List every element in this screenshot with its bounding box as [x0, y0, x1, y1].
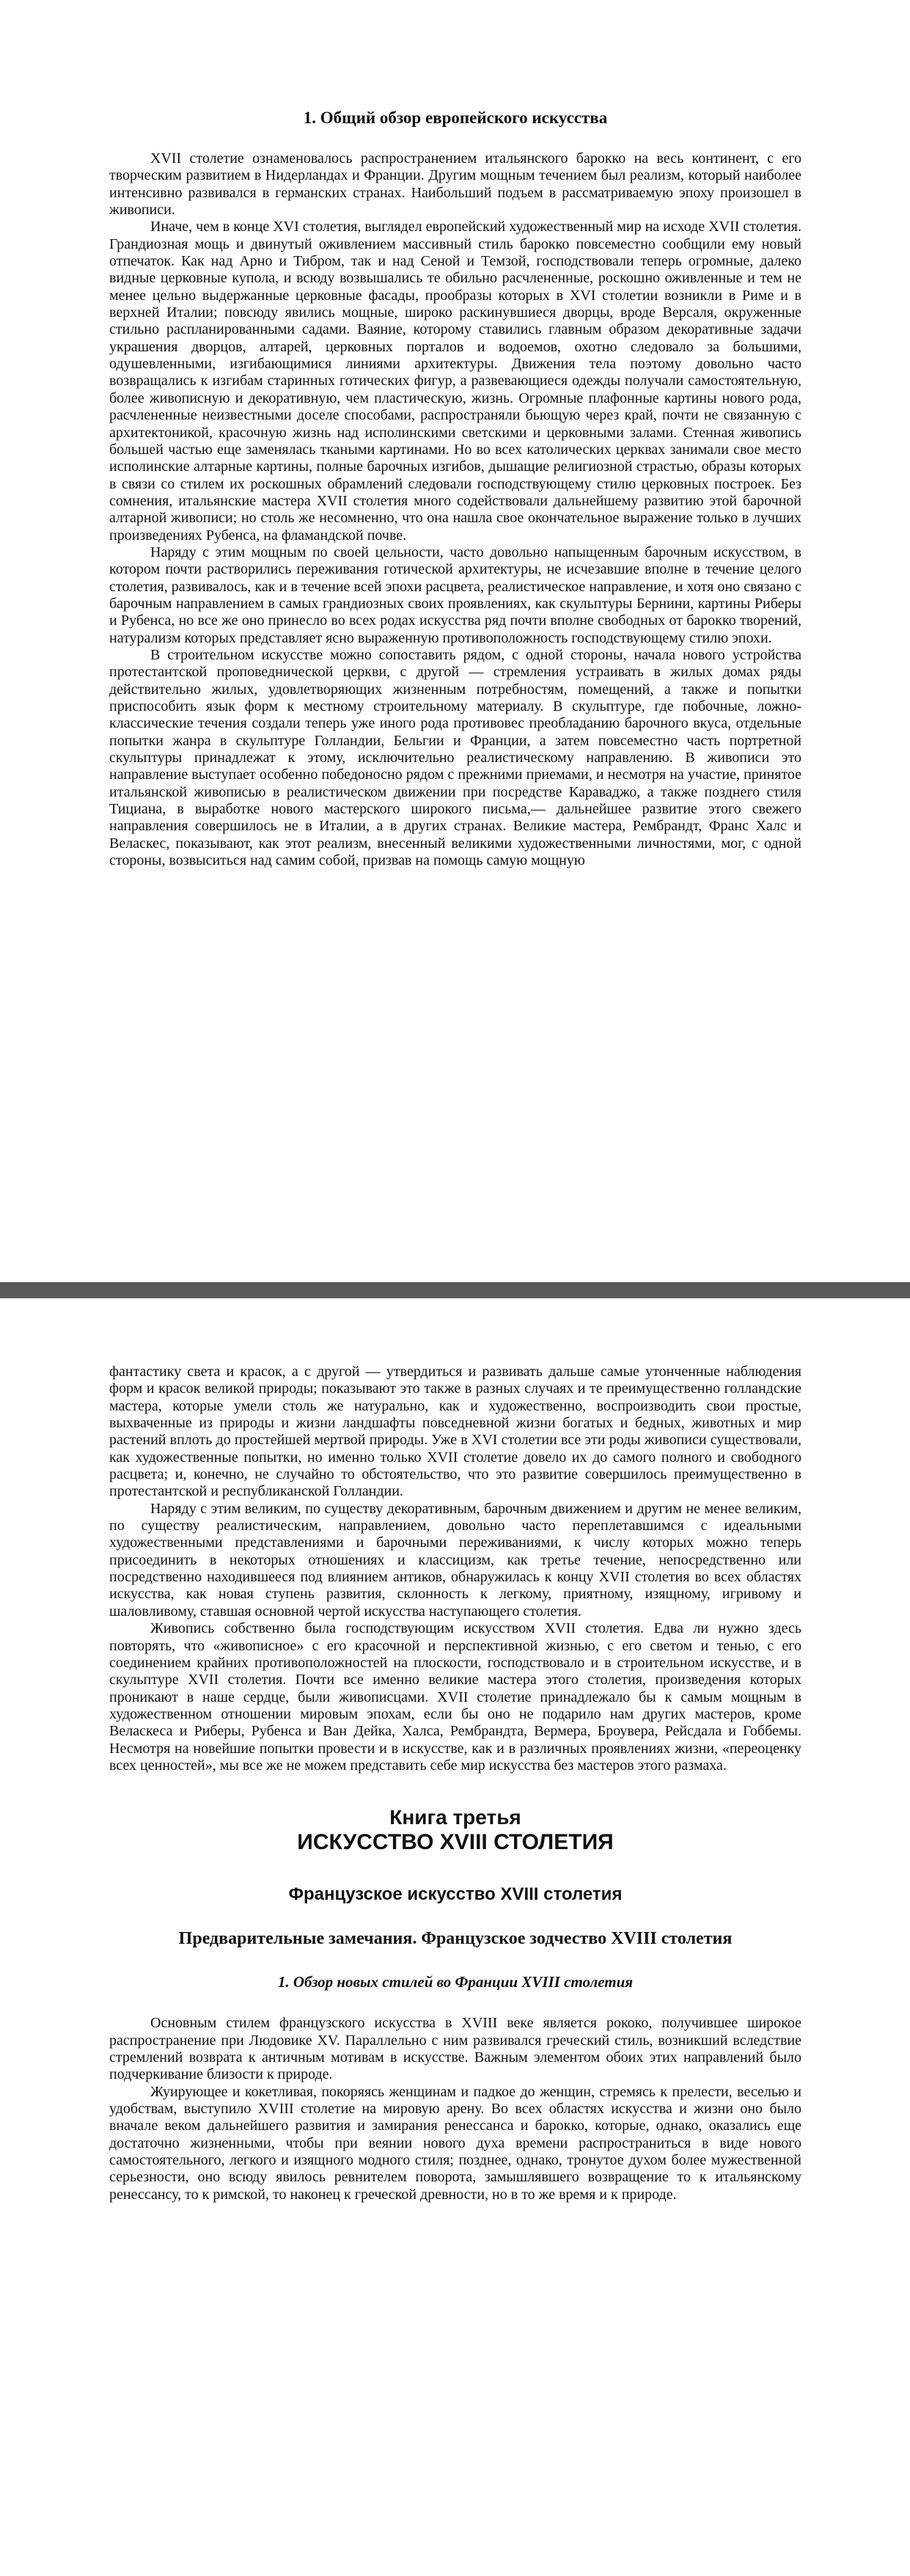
paragraph: Живопись собственно была господствующим искусством XVII столетия. Едва ли нужно здесь повторять, что «живописное» с его красочной и перспективной жизнью, с его светом и тенью, с его соединением крайних противоположностей на плоскости, господствовало и в строительном искусстве, и в скульптуре XVII столетия. Почти все именно великие мастера этого столетия, произведения которых проникают в наше сердце, были живописцами. XVII столетие принадлежало бы к самым мощным в художественном отношении мировым эпохам, если бы оно не подарило нам других мастеров, кроме Веласкеса и Риберы, Рубенса и Ван Дейка, Халса, Рембрандта, Вермера, Броувера, Рейсдала и Гоббемы. Несмотря на новейшие попытки провести и в искусстве, как и в различных проявлениях жизни, «переоценку всех ценностей», мы все же не можем представить себе мир искусства без мастеров этого размаха. — [109, 1620, 801, 1774]
section-title: 1. Общий обзор европейского искусства — [303, 109, 608, 127]
part-title: Предварительные замечания. Французское зодчество XVIII столетия — [178, 1929, 733, 1949]
paragraph: Жуирующее и кокетливая, покоряясь женщинам и падкое до женщин, стремясь к прелести, веселью и удобствам, выступило XVIII столетие на мировую арену. Во всех областях искусства и жизни оно было вначале веком дальнейшего развития и замирания ренессанса и барокко, которые, однако, оказались еще достаточно жизненными, чтобы при веянии нового духа времени распространиться в виде нового самостоятельного, легкого и изящного модного стиля; позднее, однако, тронутое духом более мужественной серьезности, оно всюду явилось ревнителем поворота, замышлявшего возвращение то к итальянскому ренессансу, то к римской, то наконец к греческой древности, но в то же время и к природе. — [109, 2083, 801, 2203]
page-1 — [0, 0, 910, 1282]
page-2 — [0, 1298, 910, 2576]
paragraph: Основным стилем французского искусства в XVIII веке является рококо, получившее широкое распространение при Людовике XV. Параллельно с ним развивался греческий стиль, возникший вследствие стремлений возврата к античным мотивам в искусстве. Важным элементом обоих этих направлений было подчеркивание близости к природе. — [109, 2015, 801, 2083]
subsection-title: 1. Обзор новых стилей во Франции XVIII столетия — [277, 1973, 634, 1991]
paragraph-continued: фантастику света и красок, а с другой — утвердиться и развивать дальше самые утонченные наблюдения форм и красок великой природы; показывают это также в разных случаях и те преимущественно голландские мастера, которые умели столь же натурально, как и художественно, воспроизводить свои простые, выхваченные из природы и жизни ландшафты повседневной жизни богатых и бедных, животных и мир растений вплоть до простейшей мертвой природы. Уже в XVI столетии все эти роды живописи существовали, как художественные попытки, но именно только XVII столетие довело их до самого полного и свободного расцвета; и, конечно, не случайно то обстоятельство, что это развитие совершилось преимущественно в протестантской и республиканской Голландии. — [109, 1364, 801, 1500]
paragraph: XVII столетие ознаменовалось распространением итальянского барокко на весь континент, с его творческим развитием в Нидерландах и Франции. Другим мощным течением был реализм, который наиболее интенсивно развивался в германских странах. Наибольший подъем в рассматриваемую эпоху произошел в живописи. — [109, 150, 801, 219]
page-2-text — [109, 1364, 801, 2203]
chapter-title: Французское искусство XVIII столетия — [288, 1884, 623, 1905]
paragraph: Иначе, чем в конце XVI столетия, выглядел европейский художественный мир на исходе XVII столетия. Грандиозная мощь и двинутый оживлением массивный стиль барокко повсеместно сообщили ему новый отпечаток. Как над Арно и Тибром, так и над Сеной и Темзой, господствовали теперь огромные, далеко видные церковные купола, и всюду возвышались те обильно расчлененные, роскошно оживленные и тем не менее цельно выдержанные церковные фасады, прообразы которых в XVI столетии возникли в Риме и в верхней Италии; повсюду явились мощные, широко раскинувшиеся дворцы, вроде Версаля, окруженные стильно распланированными садами. Ваяние, которому ставились главным образом декоративные задачи украшения дворцов, алтарей, церковных порталов и водоемов, охотно следовало за большими, одушевленными, изгибающимися линиями архитектуры. Движения тела поэтому довольно часто возвращались к изгибам старинных готических фигур, а развевающиеся одежды получали самостоятельную, более живописную и декоративную, чем пластическую, жизнь. Огромные плафонные картины нового рода, расчлененные неизвестными доселе способами, распространяли бьющую через край, почти не связанную с архитектоникой, красочную жизнь над исполинскими светскими и церковными залами. Стенная живопись большей частью еще заменялась ткаными картинами. Но во всех католических церквах занимали свое место исполинские алтарные картины, полные барочных изгибов, дышащие религиозной страстью, образы которых в связи со стилем их роскошных обрамлений следовали господствующему стилю церковных построек. Без сомнения, итальянские мастера XVII столетия много содействовали дальнейшему развитию этой барочной алтарной живописи; но столь же несомненно, что она нашла свое окончательное выражение только в лучших произведениях Рубенса, на фламандской почве. — [109, 219, 801, 544]
paragraph: В строительном искусстве можно сопоставить рядом, с одной стороны, начала нового устройства протестантской проповеднической церкви, с другой — стремления устраивать в жилых домах ряды действительно жилых, удовлетворяющих жизненным потребностям, помещений, а также и попытки приспособить язык форм к местному строительному материалу. В скульптуре, где побочные, ложно-классические течения создали теперь уже иного рода противовес преобладанию барочного вкуса, отдельные попытки жанра в скульптуре Голландии, Бельгии и Франции, а затем повсеместно часть портретной скульптуры принадлежат к этому, исключительно реалистическому направлению. В живописи это направление выступает особенно победоносно рядом с прежними приемами, и несмотря на участие, принятое итальянской живописью в реалистическом движении при посредстве Караваджо, а также позднего стиля Тициана, в выработке нового мастерского широкого письма,— дальнейшее развитие этого свежего направления совершилось не в Италии, а в других странах. Великие мастера, Рембрандт, Франс Халс и Веласкес, показывают, как этот реализм, внесенный великими художественными личностями, мог, с одной стороны, возвыситься над самим собой, призвав на помощь самую мощную — [109, 646, 801, 869]
book-title: Книга третья — [389, 1806, 521, 1829]
paragraph: Наряду с этим мощным по своей цельности, часто довольно напыщенным барочным искусством, в котором почти растворились переживания готической архитектуры, не исчезавшие вполне в течение целого столетия, развивалось, как и в течение всей эпохи расцвета, реалистическое направление, и хотя оно связано с барочным направлением в самых грандиозных своих проявлениях, как скульптуры Бернини, картины Риберы и Рубенса, но все же оно принесло во всех родах искусства ряд почти вполне свободных от барокко творений, натурализм которых представляет ясно выраженную противоположность господствующему стилю эпохи. — [109, 544, 801, 646]
page-1-text — [109, 108, 801, 869]
book-subtitle: ИСКУССТВО XVIII СТОЛЕТИЯ — [297, 1830, 614, 1855]
paragraph: Наряду с этим великим, по существу декоративным, барочным движением и другим не менее великим, по существу реалистическим, направлением, довольно часто переплетавшимся с идеальными художественными представлениями и барочными переживаниями, к числу которых можно теперь присоединить в некоторых отношениях и классицизм, как третье течение, непосредственно или посредственно находившееся под влиянием антиков, обнаружилась к концу XVII столетия во всех областях искусства, как новая ступень развития, склонность к легкому, приятному, изящному, игривому и шаловливому, ставшая основной чертой искусства наступающего столетия. — [109, 1500, 801, 1620]
